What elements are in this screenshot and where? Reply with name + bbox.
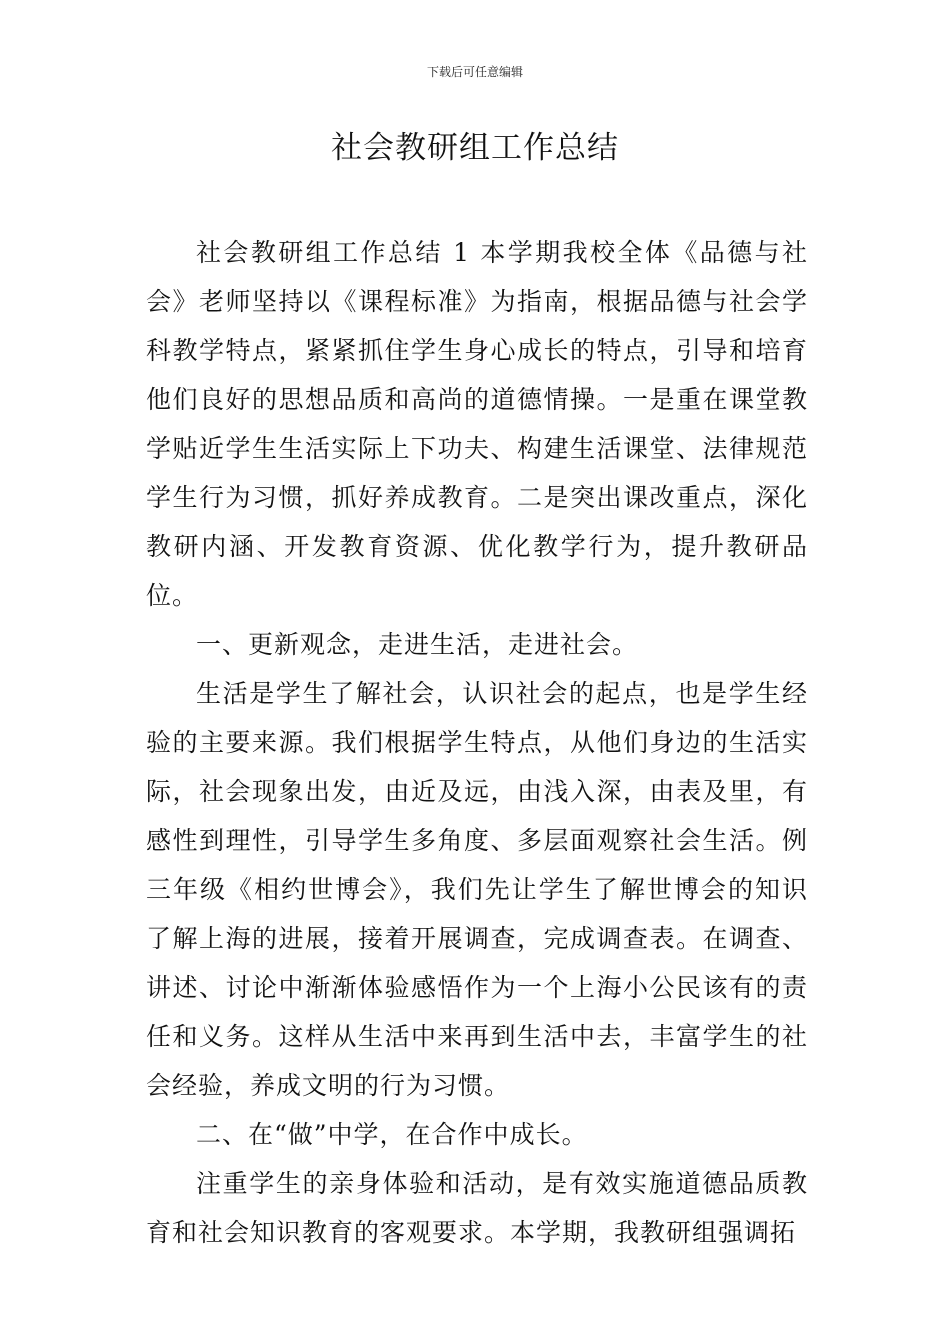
document-body [146,228,808,1257]
paragraph-section-2: 注重学生的亲身体验和活动，是有效实施道德品质教育和社会知识教育的客观要求。本学期，我教研组强调拓 [146,1169,808,1247]
document-title: 社会教研组工作总结 [331,130,619,166]
paragraph-intro: 社会教研组工作总结 1 本学期我校全体《品德与社会》老师坚持以《课程标准》为指南，根据品德与社会学科教学特点，紧紧抓住学生身心成长的特点，引导和培育他们良好的思想品质和高尚的道德情操。一是重在课堂教学贴近学生生活实际上下功夫、构建生活课堂、法律规范学生行为习惯，抓好养成教育。二是突出课改重点，深化教研内涵、开发教育资源、优化教学行为，提升教研品位。 [146,238,808,610]
paragraph-section-1: 生活是学生了解社会，认识社会的起点，也是学生经验的主要来源。我们根据学生特点，从他们身边的生活实际，社会现象出发，由近及远，由浅入深，由表及里，有感性到理性，引导学生多角度、多层面观察社会生活。例三年级《相约世博会》，我们先让学生了解世博会的知识了解上海的进展，接着开展调查，完成调查表。在调查、讲述、讨论中渐渐体验感悟作为一个上海小公民该有的责任和义务。这样从生活中来再到生活中去，丰富学生的社会经验，养成文明的行为习惯。 [146,679,808,1100]
section-heading-1: 一、更新观念，走进生活，走进社会。 [196,630,639,659]
header-note: 下载后可任意编辑 [426,65,523,79]
section-heading-2: 二、在“做”中学，在合作中成长。 [196,1120,588,1149]
